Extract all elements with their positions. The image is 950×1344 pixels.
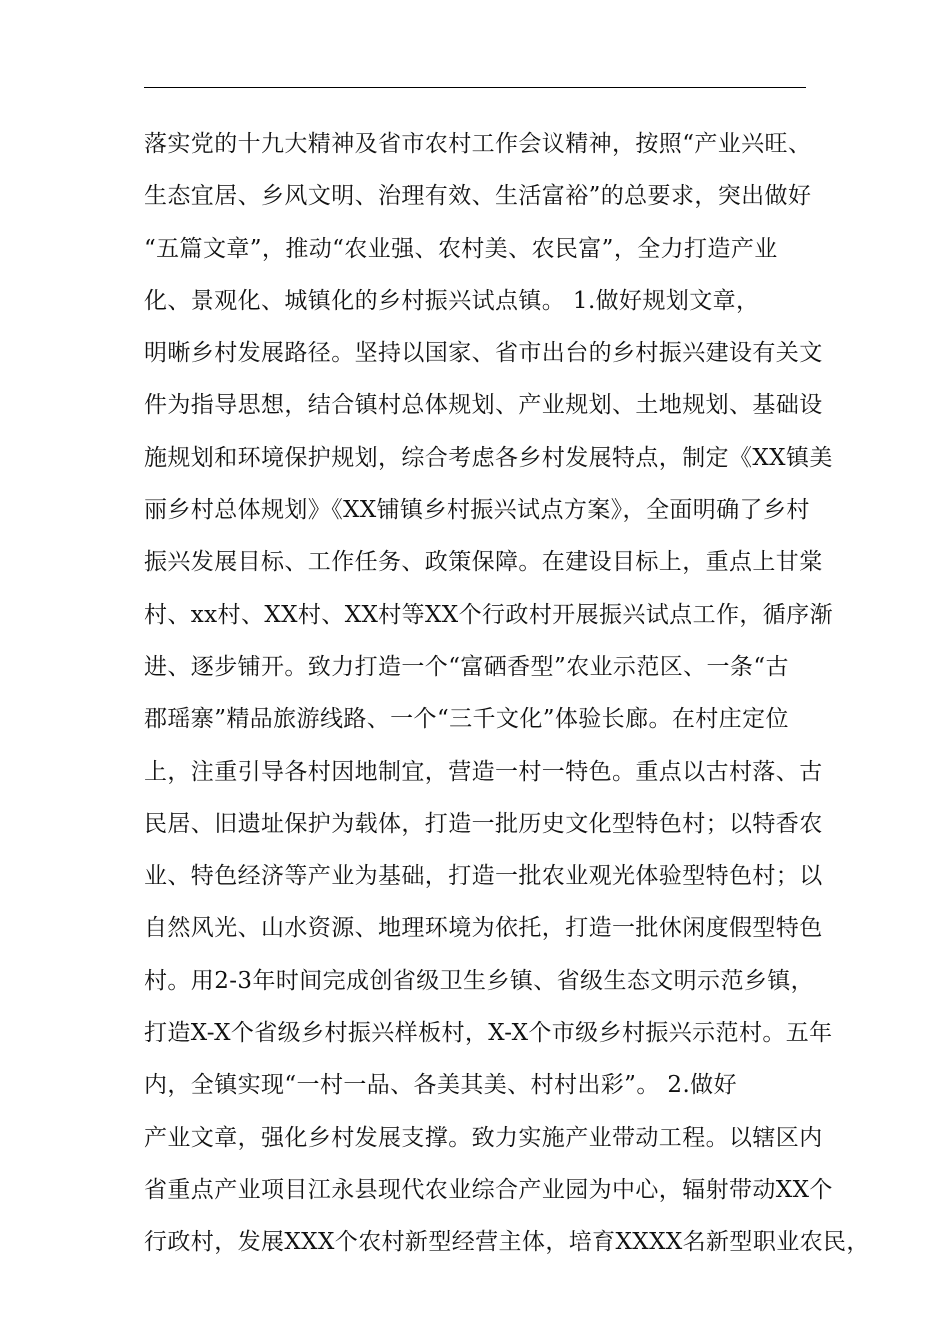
text-line-12: 郡瑶寨”精品旅游线路、一个“三千文化”体验长廊。在村庄定位 [144, 706, 789, 733]
text-line-8: 丽乡村总体规划》《XX铺镇乡村振兴试点方案》，全面明确了乡村 [144, 497, 810, 524]
text-line-7: 施规划和环境保护规划，综合考虑各乡村发展特点，制定《XX镇美 [144, 444, 833, 471]
text-line-5: 明晰乡村发展路径。坚持以国家、省市出台的乡村振兴建设有关文 [144, 340, 823, 367]
text-line-11: 进、逐步铺开。致力打造一个“富硒香型”农业示范区、一条“古 [144, 653, 789, 680]
text-line-19: 内，全镇实现“一村一品、各美其美、村村出彩”。 2.做好 [144, 1072, 737, 1099]
text-line-1: 落实党的十九大精神及省市农村工作会议精神，按照“产业兴旺、 [144, 131, 812, 157]
text-line-15: 业、特色经济等产业为基础，打造一批农业观光体验型特色村；以 [144, 863, 823, 890]
text-line-20: 产业文章，强化乡村发展支撑。致力实施产业带动工程。以辖区内 [144, 1124, 823, 1151]
header-rule [144, 87, 806, 88]
text-line-22: 行政村，发展XXX个农村新型经营主体，培育XXXX名新型职业农民， [144, 1229, 870, 1256]
text-line-10: 村、xx村、XX村、XX村等XX个行政村开展振兴试点工作，循序渐 [144, 601, 833, 628]
text-line-2: 生态宜居、乡风文明、治理有效、生活富裕”的总要求，突出做好 [144, 183, 812, 210]
document-body [144, 118, 870, 1269]
text-line-18: 打造X-X个省级乡村振兴样板村，X-X个市级乡村振兴示范村。五年 [144, 1020, 833, 1047]
text-line-9: 振兴发展目标、工作任务、政策保障。在建设目标上，重点上甘棠 [144, 549, 823, 576]
text-line-13: 上，注重引导各村因地制宜，营造一村一特色。重点以古村落、古 [144, 758, 823, 785]
text-line-17: 村。用2-3年时间完成创省级卫生乡镇、省级生态文明示范乡镇， [144, 967, 815, 994]
text-line-21: 省重点产业项目江永县现代农业综合产业园为中心，辐射带动XX个 [144, 1176, 833, 1203]
text-line-4: 化、景观化、城镇化的乡村振兴试点镇。 1.做好规划文章， [144, 287, 760, 314]
text-line-16: 自然风光、山水资源、地理环境为依托，打造一批休闲度假型特色 [144, 915, 823, 942]
text-line-14: 民居、旧遗址保护为载体，打造一批历史文化型特色村；以特香农 [144, 810, 823, 837]
text-line-3: “五篇文章”，推动“农业强、农村美、农民富”，全力打造产业 [144, 235, 778, 262]
text-line-6: 件为指导思想，结合镇村总体规划、产业规划、土地规划、基础设 [144, 392, 823, 419]
